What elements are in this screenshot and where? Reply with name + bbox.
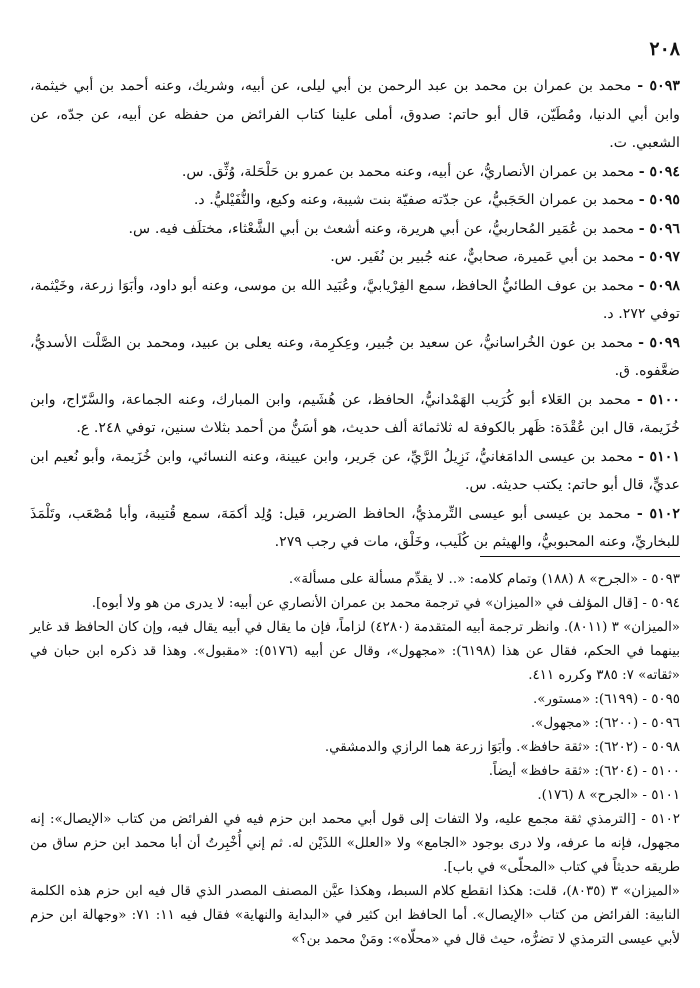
footnote: ٥٠٩٨ - (٦٢٠٢): «ثقة حافظ». وأبَوَا زرعة هما الرازي والدمشقي.: [324, 740, 680, 755]
biographical-entries: [30, 72, 680, 557]
entry-5098: [30, 272, 680, 329]
entry-5096: [30, 215, 680, 244]
book-page: [30, 0, 680, 988]
entry-text: محمد بن عون الخُراسانيُّ، عن سعيد بن جُبير، وعِكرِمة، وعنه يعلى بن عبيد، ومحمد بن الصَّلْت الأسديُّ، ضعَّفوه. ق.: [30, 334, 680, 379]
footnote: ٥٠٩٤ - [قال المؤلف في «الميزان» في ترجمة محمد بن عمران الأنصاري عن أبيه: لا يدرى من هو ولا أبوه].: [91, 596, 680, 611]
entry-text: محمد بن عُمَير المُحاربيُّ، عن أبي هريرة، وعنه أشعث بن أبي الشَّعْثاء، مختلَف فيه. س.: [128, 220, 635, 237]
entry-number: ٥١٠٢ -: [636, 505, 681, 522]
entry-number: ٥٠٩٧ -: [638, 249, 680, 265]
entry-5093: [30, 72, 680, 158]
entry-text: محمد بن عيسى أبو عيسى التِّرمذيُّ، الحافظ الضرير، قيل: وُلِد أكمَهَ، سمع قُتيبة، وأبا مُصْعَب، وتَلْمَذَ للبخاريِّ، وعنه المحبوبيُّ، والهيثم بن كُلَيب، وخَلْق، مات في رجب ٢٧٩.: [30, 505, 680, 550]
footnote: ٥١٠١ - «الجرح» ٨ (١٧٦).: [537, 788, 680, 803]
footnote: ٥٠٩٦ - (٦٢٠٠): «مجهول».: [530, 716, 680, 731]
entry-5094: [30, 158, 680, 187]
entry-5101: [30, 443, 680, 500]
entry-5102: [30, 500, 680, 557]
entry-number: ٥٠٩٦ -: [638, 220, 680, 237]
entry-text: محمد بن عمران الحَجَبيُّ، عن جدّته صفيّة بنت شيبة، وعنه وكيع، والنُّفَيْليُّ. د.: [193, 192, 635, 208]
footnote: ٥١٠٠ - (٦٢٠٤): «ثقة حافظ» أيضاً.: [488, 764, 680, 779]
entry-5100: [30, 386, 680, 443]
footnote-divider: [480, 556, 680, 557]
footnote: ٥٠٩٥ - (٦١٩٩): «مستور».: [532, 692, 680, 707]
entry-number: ٥٠٩٤ -: [638, 163, 680, 180]
entry-text: محمد بن عيسى الدامَغانيُّ، نَزِيلُ الرَّيِّ، عن جَرير، وابن عيينة، وعنه النسائي، وابن خُزَيمة، وأبو نُعيم ابن عديٍّ، قال أبو حاتم: يكتب حديثه. س.: [30, 448, 680, 493]
footnotes: [30, 568, 680, 952]
entry-text: محمد بن العَلاء أبو كُرَيب الهَمْدانيُّ، الحافظ، عن هُشَيم، وابن المبارك، وعنه الجماعة، والسَّرّاج، وابن خُزَيمة، قال ابن عُقْدَة: ظَهر بالكوفة له ثلاثمائة ألف حديث، هو أسَنُّ من أحمد بثلاث سنين، توفي ٢٤٨. ع.: [30, 391, 680, 436]
entry-number: ٥١٠١ -: [638, 448, 681, 465]
entry-text: محمد بن عوف الطائيُّ الحافظ، سمع الفِرْيابيَّ، وعُبَيد الله بن موسى، وعنه أبو داود، وأبَوَا زرعة، وخَيْثمة، توفي ٢٧٢. د.: [30, 277, 680, 322]
footnote: «الميزان» ٣ (٨٠١١). وانظر ترجمة أبيه المتقدمة (٤٢٨٠) لزاماً، فإن ما يقال في أبيه يقال فيه، وإن كان الحافظ قد غاير بينهما في الحكم، فقال عن هذا (٦١٩٨): «مجهول»، وقال عن أبيه (٥١٧٦): «مقبول». وهذا قد ذكره ابن حبان في «ثقاته» ٧: ٣٨٥ وكرره ٤١١.: [30, 620, 680, 683]
page-number: ٢٠٨: [649, 38, 680, 60]
entry-5099: [30, 329, 680, 386]
entry-5097: [30, 243, 680, 272]
entry-text: محمد بن أبي عَميرة، صحابيٌّ، عنه جُبير بن نُفَير. س.: [330, 249, 635, 265]
entry-5095: [30, 186, 680, 215]
footnote: «الميزان» ٣ (٨٠٣٥)، قلت: هكذا انقطع كلام السبط، وهكذا عيَّن المصنف المصدر الذي قال فيه ابن حزم هذه الكلمة النابية: الفرائض من كتاب «الإيصال». أما الحافظ ابن كثير في «البداية والنهاية» فقال فيه ١١: ٧١: «وجهالة ابن حزم لأبي عيسى الترمذي لا تضرُّه، حيث قال في «محلّاه»: ومَنْ محمد بن؟»: [30, 884, 681, 947]
footnote: ٥١٠٢ - [الترمذي ثقة مجمع عليه، ولا التفات إلى قول أبي محمد ابن حزم فيه في الفرائض من كتاب «الإيصال»: إنه مجهول، فإنه ما عرفه، ولا درى بوجود «الجامع» ولا «العلل» اللذَيْن له. ثم إني أُخْبِرتُ أن أبا محمد ابن حزم ساق من طريقه حديثاً في كتاب «المحلّى» في باب].: [30, 812, 680, 875]
entry-text: محمد بن عمران الأنصاريُّ، عن أبيه، وعنه محمد بن عمرو بن حَلْحَلة، وُثِّق. س.: [181, 163, 635, 180]
entry-number: ٥١٠٠ -: [637, 391, 681, 408]
entry-text: محمد بن عمران بن محمد بن عبد الرحمن بن أبي ليلى، عن أبيه، وشريك، وعنه أحمد بن أبي خيثمة، وابن أبي الدنيا، ومُطَيّن، قال أبو حاتم: صدوق، أملى علينا كتاب الفرائض من حفظه عن أبيه، عن جدّه، عن الشعبي. ت.: [30, 78, 680, 151]
entry-number: ٥٠٩٨ -: [638, 277, 681, 294]
footnote: ٥٠٩٣ - «الجرح» ٨ (١٨٨) وتمام كلامه: «.. لا يقدِّم مسألة على مسألة».: [288, 572, 680, 587]
entry-number: ٥٠٩٩ -: [638, 334, 681, 351]
entry-number: ٥٠٩٣ -: [637, 78, 680, 94]
entry-number: ٥٠٩٥ -: [638, 192, 680, 208]
